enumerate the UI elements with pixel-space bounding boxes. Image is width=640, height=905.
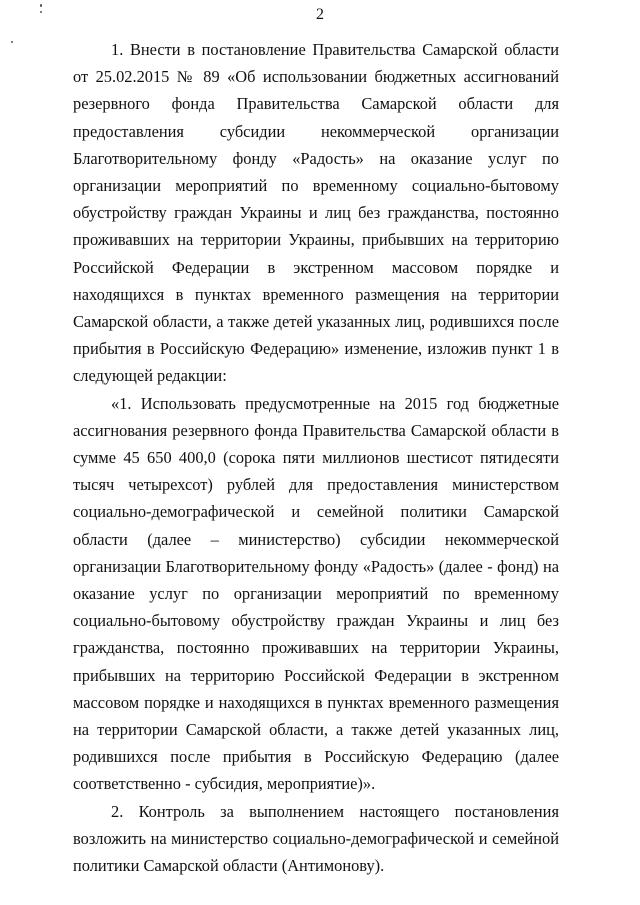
paragraph-control: 2. Контроль за выполнением настоящего постановления возложить на министерство социально-демографической и семейной политики Самарской области (Антимонову). bbox=[73, 801, 559, 876]
paragraph-new-wording: «1. Использовать предусмотренные на 2015 год бюджетные ассигнования резервного фонда Правительства Самарской области в сумме 45 650 400,0 (сорока пяти миллионов шестисот пятидесяти тысяч четырехсот) рублей для предоставления министерством социально-демографической и семейной политики Самарской области (далее – министерство) субсидии некоммерческой организации Благотворительному фонду «Радость» (далее - фонд) на оказание услуг по организации мероприятий по временному социально-бытовому обустройству граждан Украины и лиц без гражданства, постоянно проживавших на территории Украины, прибывших на территорию Российской Федерации в экстренном массовом порядке и находящихся в пунктах временного размещения на территории Самарской области, а также детей указанных лиц, родившихся после прибытия в Российскую Федерацию (далее соответственно - субсидия, мероприятие)». bbox=[73, 393, 559, 794]
document-body bbox=[73, 36, 559, 879]
scan-speck bbox=[11, 41, 13, 43]
paragraph-amendment: 1. Внести в постановление Правительства Самарской области от 25.02.2015 № 89 «Об использовании бюджетных ассигнований резервного фонда Правительства Самарской области для предоставления субсидии некоммерческой организации Благотворительному фонду «Радость» на оказание услуг по организации мероприятий по временному социально-бытовому обустройству граждан Украины и лиц без гражданства, постоянно проживавших на территории Украины, прибывших на территорию Российской Федерации в экстренном массовом порядке и находящихся в пунктах временного размещения на территории Самарской области, а также детей указанных лиц, родившихся после прибытия в Российскую Федерацию» изменение, изложив пункт 1 в следующей редакции: bbox=[73, 40, 559, 386]
page-number: 2 bbox=[316, 6, 324, 23]
